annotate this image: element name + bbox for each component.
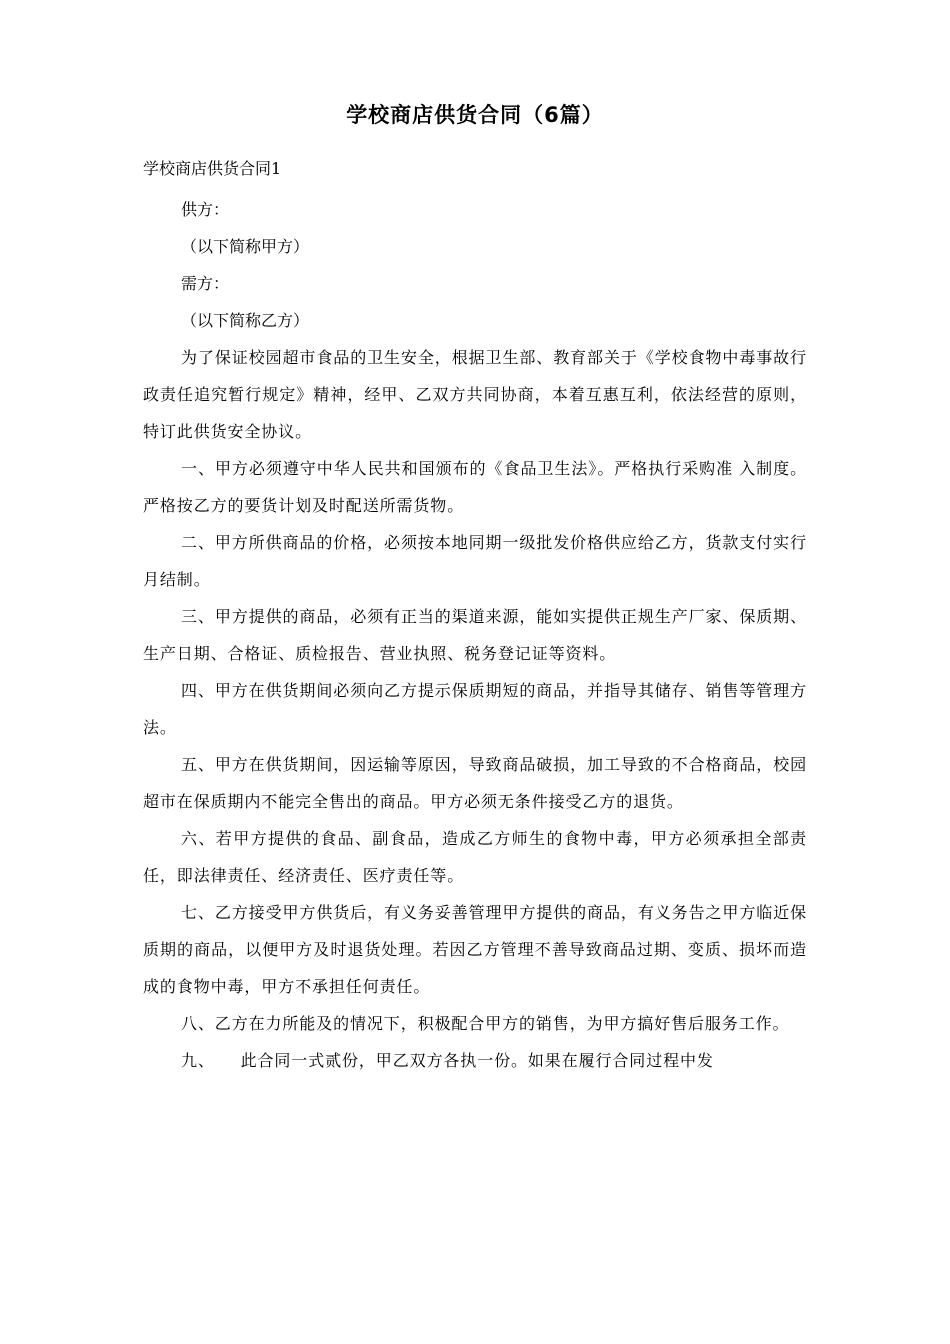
clause-7: 七、乙方接受甲方供货后，有义务妥善管理甲方提供的商品，有义务告之甲方临近保质期的商品，以便甲方及时退货处理。若因乙方管理不善导致商品过期、变质、损坏而造成的食物中毒，甲方不承担任何责任。	[143, 903, 807, 996]
contract-subtitle: 学校商店供货合同1	[143, 159, 282, 178]
contract-body	[143, 191, 807, 1079]
clause-2: 二、甲方所供商品的价格，必须按本地同期一级批发价格供应给乙方，货款支付实行月结制。	[143, 533, 807, 589]
buyer-label: 需方：	[181, 274, 230, 293]
supplier-alias: （以下简称甲方）	[181, 237, 310, 256]
clause-4: 四、甲方在供货期间必须向乙方提示保质期短的商品，并指导其储存、销售等管理方法。	[143, 681, 807, 737]
buyer-alias: （以下简称乙方）	[181, 311, 310, 330]
clause-1: 一、甲方必须遵守中华人民共和国颁布的《食品卫生法》。严格执行采购准 入制度。严格按乙方的要货计划及时配送所需货物。	[143, 459, 807, 515]
clause-8: 八、乙方在力所能及的情况下，积极配合甲方的销售，为甲方搞好售后服务工作。	[181, 1014, 790, 1033]
clause-3: 三、甲方提供的商品，必须有正当的渠道来源，能如实提供正规生产厂家、保质期、生产日期、合格证、质检报告、营业执照、税务登记证等资料。	[143, 607, 807, 663]
clause-5: 五、甲方在供货期间，因运输等原因，导致商品破损，加工导致的不合格商品，校园超市在保质期内不能完全售出的商品。甲方必须无条件接受乙方的退货。	[143, 755, 807, 811]
supplier-label: 供方：	[181, 200, 230, 219]
clause-6: 六、若甲方提供的食品、副食品，造成乙方师生的食物中毒，甲方必须承担全部责任，即法律责任、经济责任、医疗责任等。	[143, 829, 807, 885]
clause-9: 九、 此合同一式贰份，甲乙双方各执一份。如果在履行合同过程中发	[181, 1051, 714, 1070]
document-title: 学校商店供货合同（6篇）	[346, 103, 604, 127]
preamble-paragraph: 为了保证校园超市食品的卫生安全，根据卫生部、教育部关于《学校食物中毒事故行政责任追究暂行规定》精神，经甲、乙双方共同协商，本着互惠互利，依法经营的原则，特订此供货安全协议。	[143, 348, 807, 441]
